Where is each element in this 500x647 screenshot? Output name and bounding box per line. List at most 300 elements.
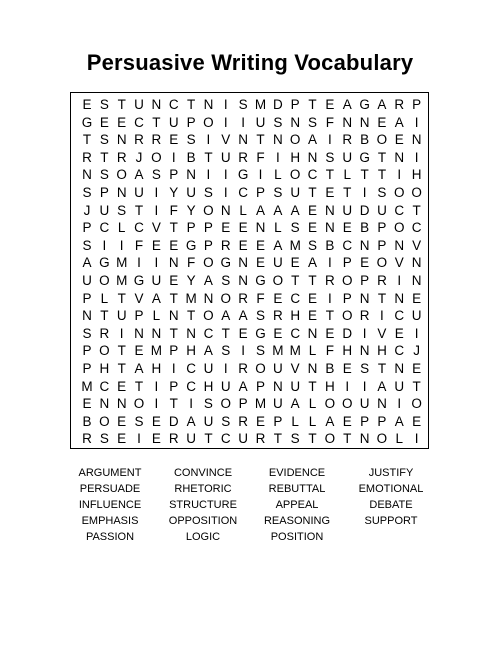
grid-letter: U [290,185,301,200]
grid-letter: U [99,202,110,218]
grid-letter: E [117,378,127,394]
grid-letter: C [134,114,144,130]
grid-letter: I [206,132,211,148]
grid-row [71,114,428,132]
grid-letter: Y [186,273,196,288]
grid-letter: I [171,361,176,376]
grid-letter: T [308,378,317,394]
grid-letter: N [359,431,370,447]
grid-letter: T [343,431,352,447]
grid-letter: P [203,237,213,253]
word-list-item: REBUTTAL [268,483,326,495]
grid-letter: T [291,273,300,288]
grid-letter: M [185,290,197,306]
grid-letter: T [308,273,317,288]
grid-letter: E [360,255,370,271]
grid-letter: T [117,343,126,359]
grid-letter: N [325,220,335,236]
grid-letter: S [360,361,370,376]
grid-letter: O [394,220,405,236]
grid-letter: L [117,220,126,236]
grid-letter: T [204,149,213,165]
grid-letter: N [186,325,196,341]
grid-letter: C [168,97,179,112]
grid-letter: N [116,185,127,200]
grid-letter: I [223,97,228,112]
grid-letter: P [255,185,265,200]
grid-letter: S [82,185,92,200]
grid-letter: N [134,325,144,341]
grid-letter: C [186,378,196,394]
grid-letter: I [414,114,419,130]
grid-letter: N [394,237,405,253]
word-list-item: EVIDENCE [268,467,326,479]
grid-letter: O [116,167,127,183]
grid-letter: O [255,361,266,376]
grid-letter: I [206,167,211,183]
grid-letter: A [394,413,404,429]
grid-letter: B [360,132,370,148]
grid-row [71,360,428,378]
grid-letter: Y [169,185,179,200]
grid-letter: N [342,114,353,130]
grid-letter: U [411,308,422,324]
grid-letter: A [377,378,387,394]
grid-letter: T [134,202,144,218]
grid-letter: P [360,413,370,429]
grid-row [71,202,428,220]
grid-letter: A [221,308,231,324]
grid-letter: O [324,431,336,447]
grid-letter: M [150,343,163,359]
grid-row [71,237,428,255]
grid-letter: P [82,220,92,236]
grid-letter: T [100,308,109,324]
grid-letter: O [203,202,214,218]
grid-letter: E [238,237,248,253]
grid-letter: T [134,378,144,394]
grid-letter: O [289,167,301,183]
grid-letter: L [152,308,161,324]
grid-letter: I [414,325,419,341]
grid-letter: T [186,308,196,324]
grid-letter: R [134,132,144,148]
grid-letter: A [186,413,196,429]
grid-letter: T [325,308,335,324]
grid-letter: T [412,202,421,218]
grid-letter: M [254,97,267,112]
grid-letter: N [168,308,179,324]
grid-letter: C [134,220,144,236]
word-list-item: RHETORIC [174,483,232,495]
grid-letter: O [376,255,388,271]
word-list-item: CONVINCE [173,467,233,479]
grid-letter: N [359,114,370,130]
grid-letter: N [394,290,405,306]
word-list-item: SUPPORT [364,515,418,527]
grid-letter: I [241,114,246,130]
grid-letter: N [290,114,301,130]
grid-letter: F [325,114,335,130]
grid-letter: S [273,114,283,130]
grid-letter: E [82,97,92,112]
grid-letter: P [238,396,248,412]
grid-letter: N [394,149,405,165]
grid-letter: G [359,97,370,112]
grid-letter: A [377,97,387,112]
grid-letter: P [377,237,387,253]
grid-letter: I [328,290,332,306]
grid-letter: L [274,220,282,236]
grid-letter: D [342,325,353,341]
grid-letter: E [342,220,352,236]
grid-letter: A [325,413,335,429]
grid-letter: C [394,308,405,324]
grid-letter: C [290,290,301,306]
grid-letter: S [99,132,109,148]
grid-letter: I [275,149,280,165]
grid-letter: I [223,114,228,130]
grid-letter: U [82,273,92,288]
grid-letter: I [137,431,141,447]
grid-letter: U [377,202,387,218]
grid-letter: A [134,167,144,183]
grid-letter: S [255,308,265,324]
grid-letter: U [116,308,127,324]
grid-letter: E [99,114,109,130]
grid-letter: A [238,378,248,394]
grid-letter: E [255,413,265,429]
grid-letter: U [238,431,249,447]
grid-letter: I [154,378,159,394]
grid-letter: E [412,413,422,429]
grid-letter: N [82,308,92,324]
grid-letter: O [376,431,388,447]
word-list-item: INFLUENCE [78,499,142,511]
grid-letter: U [255,114,266,130]
grid-letter: S [308,237,318,253]
grid-letter: E [151,237,161,253]
grid-letter: C [99,378,110,394]
grid-letter: G [255,325,266,341]
grid-letter: S [203,396,213,412]
grid-letter: T [204,431,213,447]
grid-letter: A [394,114,404,130]
grid-letter: I [362,378,367,394]
grid-letter: N [394,361,405,376]
grid-letter: Y [186,202,196,218]
grid-letter: H [290,149,301,165]
grid-letter: J [83,202,91,218]
grid-letter: I [189,396,193,412]
grid-letter: N [220,202,231,218]
grid-letter: M [116,255,128,271]
grid-letter: U [220,149,231,165]
grid-letter: I [223,185,228,200]
grid-letter: I [154,202,159,218]
grid-letter: V [221,132,231,148]
grid-letter: N [186,167,196,183]
grid-letter: S [82,237,92,253]
grid-letter: I [102,237,107,253]
grid-letter: N [116,396,127,412]
grid-letter: A [203,273,213,288]
grid-letter: E [169,273,179,288]
grid-letter: L [308,396,317,412]
grid-letter: I [397,396,402,412]
grid-letter: N [377,396,387,412]
grid-letter: N [238,132,249,148]
grid-letter: O [99,273,110,288]
grid-letter: F [186,255,196,271]
grid-letter: T [377,361,387,376]
grid-letter: I [137,255,141,271]
grid-letter: B [360,220,370,236]
grid-letter: I [171,149,176,165]
grid-letter: C [411,220,422,236]
grid-letter: I [328,132,332,148]
grid-letter: V [151,220,161,236]
grid-letter: T [273,431,282,447]
grid-letter: U [203,413,214,429]
grid-letter: R [325,273,335,288]
grid-letter: T [82,132,92,148]
word-list-item: POSITION [270,531,324,543]
grid-letter: T [221,325,230,341]
grid-letter: J [413,343,421,359]
grid-letter: U [359,396,370,412]
grid-letter: A [134,361,144,376]
grid-row [71,290,428,308]
grid-letter: I [380,308,384,324]
grid-letter: E [308,202,318,218]
grid-row [71,395,428,413]
grid-letter: N [203,290,214,306]
grid-letter: A [238,308,248,324]
grid-letter: V [394,255,404,271]
grid-letter: H [377,343,387,359]
grid-letter: G [133,273,145,288]
grid-letter: R [394,97,405,112]
grid-letter: A [290,202,300,218]
grid-letter: R [272,308,283,324]
grid-letter: P [255,378,265,394]
word-list-item: PASSION [85,531,135,543]
grid-letter: J [135,149,143,165]
grid-letter: S [308,114,318,130]
grid-letter: L [239,202,247,218]
grid-letter: S [151,167,161,183]
grid-letter: P [82,361,92,376]
grid-letter: C [307,167,318,183]
grid-letter: P [203,220,213,236]
grid-letter: A [308,255,318,271]
grid-letter: N [203,97,214,112]
grid-letter: E [117,413,127,429]
grid-letter: N [307,149,318,165]
grid-letter: T [152,114,161,130]
grid-letter: P [169,167,179,183]
grid-letter: S [203,185,213,200]
grid-letter: S [99,167,109,183]
grid-letter: E [325,185,335,200]
grid-letter: O [99,413,110,429]
grid-letter: P [273,413,283,429]
grid-letter: U [186,431,196,447]
grid-letter: S [255,343,265,359]
grid-letter: P [377,220,387,236]
grid-letter: N [272,378,283,394]
grid-letter: P [412,97,422,112]
grid-letter: P [186,220,196,236]
grid-letter: O [272,273,284,288]
grid-letter: R [377,273,387,288]
grid-letter: B [186,149,196,165]
grid-letter: T [169,396,178,412]
grid-letter: I [154,185,159,200]
grid-letter: E [238,325,248,341]
grid-letter: C [203,325,214,341]
grid-letter: R [116,149,127,165]
grid-row [71,342,428,360]
grid-letter: P [99,185,109,200]
grid-letter: G [99,255,110,271]
grid-letter: O [203,255,214,271]
word-list-item: ARGUMENT [78,467,142,479]
grid-letter: P [169,378,179,394]
grid-letter: E [412,290,422,306]
grid-letter: U [134,185,144,200]
grid-letter: C [394,202,405,218]
grid-letter: I [258,167,263,183]
grid-letter: U [342,202,353,218]
grid-letter: N [116,132,127,148]
grid-letter: R [238,361,249,376]
grid-letter: A [203,343,213,359]
grid-letter: C [220,431,231,447]
grid-letter: A [82,255,92,271]
grid-letter: T [377,167,387,183]
grid-letter: H [325,378,335,394]
grid-letter: U [186,185,196,200]
grid-letter: O [376,132,388,148]
grid-letter: N [99,396,110,412]
grid-letter: S [186,132,196,148]
grid-letter: O [341,396,353,412]
grid-letter: H [342,343,353,359]
grid-letter: N [411,273,422,288]
word-search-grid [70,92,429,449]
grid-letter: N [255,220,266,236]
grid-letter: P [169,343,179,359]
grid-row [71,184,428,202]
grid-row [71,254,428,272]
grid-letter: O [341,308,353,324]
grid-letter: T [117,97,126,112]
grid-letter: F [169,202,178,218]
grid-letter: E [169,237,179,253]
grid-letter: P [377,413,387,429]
grid-letter: O [133,396,145,412]
grid-letter: S [221,413,231,429]
grid-letter: M [289,343,301,359]
grid-letter: F [325,343,335,359]
grid-letter: H [290,308,301,324]
grid-letter: N [359,237,370,253]
grid-letter: E [290,255,300,271]
grid-letter: O [99,343,110,359]
grid-letter: I [397,167,402,183]
grid-letter: N [238,255,249,271]
grid-letter: M [272,343,284,359]
grid-letter: C [290,325,301,341]
grid-letter: S [221,273,231,288]
grid-letter: N [272,132,283,148]
grid-letter: S [117,202,127,218]
grid-letter: I [119,237,124,253]
grid-letter: L [100,290,109,306]
grid-letter: N [238,273,249,288]
grid-letter: H [186,343,196,359]
grid-letter: O [203,308,214,324]
grid-letter: R [255,431,266,447]
grid-letter: E [255,237,265,253]
grid-letter: I [154,396,159,412]
grid-letter: S [99,431,109,447]
grid-letter: M [81,378,93,394]
grid-letter: S [273,185,283,200]
grid-letter: E [325,97,335,112]
grid-letter: O [151,149,162,165]
grid-row [71,307,428,325]
grid-letter: U [342,149,353,165]
grid-letter: E [151,413,161,429]
grid-letter: C [99,220,110,236]
grid-row [71,325,428,343]
grid-letter: I [362,325,367,341]
grid-row [71,413,428,431]
grid-letter: E [394,132,404,148]
grid-letter: I [414,149,419,165]
grid-letter: F [256,149,265,165]
grid-letter: O [411,185,422,200]
grid-letter: N [151,97,162,112]
grid-row [71,166,428,184]
grid-letter: O [289,132,301,148]
grid-letter: L [274,167,282,183]
word-list-item: EMOTIONAL [358,483,424,495]
grid-letter: U [272,396,283,412]
grid-letter: S [290,220,300,236]
grid-letter: O [220,290,232,306]
word-list-item: JUSTIFY [368,467,414,479]
grid-letter: V [290,361,300,376]
grid-letter: I [154,255,159,271]
grid-letter: I [362,185,367,200]
grid-letter: N [151,325,162,341]
grid-letter: G [237,167,249,183]
grid-letter: I [223,361,228,376]
grid-letter: A [151,290,161,306]
grid-letter: I [414,431,419,447]
grid-row [71,430,428,448]
grid-letter: E [308,290,318,306]
grid-letter: G [255,273,266,288]
grid-letter: P [342,255,352,271]
grid-letter: P [360,273,370,288]
grid-letter: E [394,325,404,341]
grid-letter: N [411,132,422,148]
